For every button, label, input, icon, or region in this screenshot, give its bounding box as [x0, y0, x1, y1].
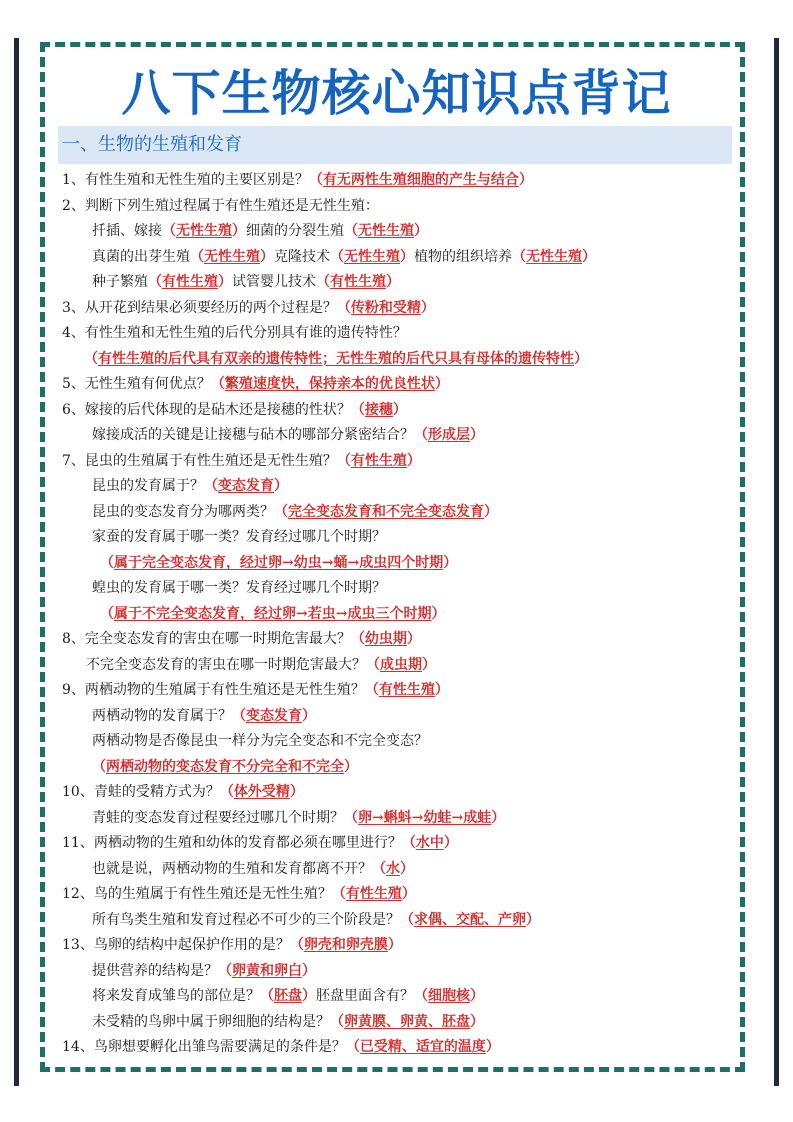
question-text: 9、两栖动物的生殖属于有性生殖还是无性生殖？ — [62, 682, 365, 698]
answer-text: 胚盘 — [274, 988, 302, 1004]
question-text: 真菌的出芽生殖 — [92, 248, 190, 265]
question-text: 将来发育成雏鸟的部位是？ — [92, 988, 260, 1004]
answer-text: 已受精、适宜的温度 — [359, 1039, 486, 1055]
qa-line — [62, 780, 752, 806]
answer: （完全变态发育和不完全变态发育） — [274, 503, 498, 520]
qa-line — [62, 831, 752, 857]
question-text: 植物的组织培养 — [414, 248, 512, 265]
qa-line — [62, 525, 752, 551]
question-text: 11、两栖动物的生殖和幼体的发育都必须在哪里进行？ — [62, 835, 402, 851]
question-text: 3、从开花到结果必须要经历的两个过程是？ — [62, 299, 337, 316]
question-text: 6、嫁接的后代体现的是砧木还是接穗的性状？ — [62, 401, 351, 418]
answer: （传粉和受精） — [336, 299, 435, 316]
answer: （形成层） — [414, 427, 484, 443]
qa-line — [62, 857, 752, 883]
question-text: 也就是说，两栖动物的生殖和发育都离不开？ — [92, 860, 372, 877]
question-text: 胚盘里面含有？ — [316, 988, 414, 1004]
section-heading: 一、生物的生殖和发育 — [58, 126, 732, 164]
question-text: 未受精的鸟卵中属于卵细胞的结构是？ — [92, 1013, 330, 1030]
question-text: 细菌的分裂生殖 — [246, 223, 344, 239]
answer-text: 有性生殖 — [162, 274, 218, 290]
answer: （成虫期） — [366, 656, 436, 673]
answer-text: 属于不完全变态发育，经过卵→若虫→成虫三个时期 — [114, 605, 432, 622]
qa-line — [62, 245, 752, 271]
answer-text: 求偶、交配、产卵 — [414, 911, 526, 928]
qa-line — [62, 806, 752, 832]
question-text: 5、无性生殖有何优点？ — [62, 376, 211, 392]
question-text: 10、青蛙的受精方式为？ — [62, 784, 220, 800]
question-text: 嫁接成活的关键是让接穗与砧木的哪部分紧密结合？ — [92, 427, 414, 443]
answer-text: 属于完全变态发育，经过卵→幼虫→蛹→成虫四个时期 — [114, 554, 444, 571]
answer-text: 有性生殖 — [378, 682, 435, 698]
qa-line — [62, 653, 752, 679]
page-title: 八下生物核心知识点背记 — [121, 65, 672, 122]
qa-line — [62, 1035, 752, 1061]
answer: （无性生殖） — [330, 248, 414, 265]
qa-line — [62, 882, 752, 908]
answer: （无性生殖） — [344, 223, 428, 239]
answer-text: 卵壳和卵壳膜 — [303, 937, 388, 953]
answer: （有性生殖） — [336, 452, 421, 469]
qa-line — [62, 627, 752, 653]
qa-line — [62, 576, 752, 602]
answer-text: 传粉和受精 — [350, 299, 421, 316]
answer-text: 卵黄膜、卵黄、胚盘 — [344, 1013, 470, 1030]
answer-text: 变态发育 — [246, 707, 302, 724]
answer: （卵壳和卵壳膜） — [289, 937, 402, 953]
answer: （无性生殖） — [162, 223, 246, 239]
qa-line — [62, 704, 752, 730]
answer: （无性生殖） — [512, 248, 596, 265]
qa-line — [62, 321, 752, 347]
answer-text: 无性生殖 — [344, 248, 400, 265]
left-edge-bar — [14, 38, 19, 1086]
answer-text: 有性生殖 — [345, 886, 402, 902]
question-text: 昆虫的变态发育分为哪两类？ — [92, 503, 274, 520]
answer: （属于完全变态发育，经过卵→幼虫→蛹→成虫四个时期） — [100, 554, 458, 571]
qa-line — [62, 908, 752, 934]
answer: （有性生殖） — [316, 274, 400, 290]
qa-list — [62, 168, 752, 1061]
answer-text: 水中 — [415, 835, 444, 851]
answer-text: 完全变态发育和不完全变态发育 — [288, 503, 484, 520]
qa-line — [62, 372, 752, 398]
answer-text: 有无两性生殖细胞的产生与结合 — [322, 172, 519, 188]
question-text: 所有鸟类生殖和发育过程必不可少的三个阶段是？ — [92, 911, 400, 928]
answer-text: 两栖动物的变态发育不分完全和不完全 — [106, 758, 344, 775]
answer: （有性生殖） — [364, 682, 449, 698]
question-text: 14、鸟卵想要孵化出雏鸟需要满足的条件是？ — [62, 1039, 346, 1055]
answer: （水） — [372, 860, 414, 877]
qa-line — [62, 551, 752, 577]
question-text: 提供营养的结构是？ — [92, 962, 218, 979]
question-text: 12、鸟的生殖属于有性生殖还是无性生殖？ — [62, 886, 332, 902]
qa-line — [62, 423, 752, 449]
answer: （体外受精） — [219, 784, 304, 800]
question-text: 13、鸟卵的结构中起保护作用的是？ — [62, 937, 290, 953]
qa-line — [62, 933, 752, 959]
answer: （无性生殖） — [190, 248, 274, 265]
answer-text: 无性生殖 — [176, 223, 232, 239]
answer: （有性生殖） — [148, 274, 232, 290]
question-text: 两栖动物的发育属于？ — [92, 707, 232, 724]
qa-line — [62, 602, 752, 628]
qa-line — [62, 219, 752, 245]
answer-text: 有性生殖 — [350, 452, 407, 469]
qa-line — [62, 270, 752, 296]
question-text: 家蚕的发育属于哪一类？发育经过哪几个时期？ — [92, 529, 386, 545]
answer-text: 水 — [386, 860, 400, 877]
answer-text: 无性生殖 — [358, 223, 414, 239]
answer-text: 卵黄和卵白 — [232, 962, 302, 979]
qa-line — [62, 678, 752, 704]
question-text: 不完全变态发育的害虫在哪一时期危害最大？ — [86, 656, 366, 673]
qa-line — [62, 959, 752, 985]
answer: （有无两性生殖细胞的产生与结合） — [308, 172, 533, 188]
question-text: 昆虫的发育属于？ — [92, 478, 204, 494]
qa-line — [62, 398, 752, 424]
answer: （卵黄膜、卵黄、胚盘） — [330, 1013, 484, 1030]
question-text: 试管婴儿技术 — [232, 274, 316, 290]
qa-line — [62, 984, 752, 1010]
qa-line — [62, 347, 752, 373]
answer: （两栖动物的变态发育不分完全和不完全） — [92, 758, 358, 775]
answer: （接穗） — [350, 401, 407, 418]
question-text: 4、有性生殖和无性生殖的后代分别具有谁的遗传特性？ — [62, 325, 407, 341]
answer: （求偶、交配、产卵） — [400, 911, 540, 928]
answer-text: 体外受精 — [233, 784, 290, 800]
answer-text: 幼虫期 — [364, 631, 407, 647]
question-text: 7、昆虫的生殖属于有性生殖还是无性生殖？ — [62, 452, 337, 469]
qa-line — [62, 500, 752, 526]
qa-line — [62, 194, 752, 220]
qa-line — [62, 755, 752, 781]
answer-text: 细胞核 — [428, 988, 470, 1004]
answer: （变态发育） — [232, 707, 316, 724]
answer: （有性生殖的后代具有双亲的遗传特性；无性生殖的后代只具有母体的遗传特性） — [84, 350, 588, 367]
answer-text: 有性生殖 — [330, 274, 386, 290]
qa-line — [62, 449, 752, 475]
answer-text: 变态发育 — [218, 478, 274, 494]
answer-text: 形成层 — [428, 427, 470, 443]
qa-line — [62, 168, 752, 194]
question-text: 克隆技术 — [274, 248, 330, 265]
answer: （已受精、适宜的温度） — [345, 1039, 500, 1055]
qa-line — [62, 729, 752, 755]
question-text: 蝗虫的发育属于哪一类？发育经过哪几个时期？ — [92, 580, 386, 596]
answer: （细胞核） — [414, 988, 484, 1004]
answer: （变态发育） — [204, 478, 288, 494]
answer-text: 成虫期 — [380, 656, 422, 673]
question-text: 种子繁殖 — [92, 274, 148, 290]
answer: （卵黄和卵白） — [218, 962, 316, 979]
question-text: 8、完全变态发育的害虫在哪一时期危害最大？ — [62, 631, 351, 647]
qa-line — [62, 296, 752, 322]
right-edge-bar — [774, 38, 779, 1086]
answer-text: 接穗 — [364, 401, 393, 418]
question-text: 1、有性生殖和无性生殖的主要区别是？ — [62, 172, 309, 188]
answer: （水中） — [401, 835, 458, 851]
qa-line — [62, 1010, 752, 1036]
qa-line — [62, 474, 752, 500]
answer-text: 卵→蝌蚪→幼蛙→成蛙 — [358, 809, 492, 826]
answer: （卵→蝌蚪→幼蛙→成蛙） — [344, 809, 506, 826]
answer-text: 无性生殖 — [526, 248, 582, 265]
answer: （胚盘） — [260, 988, 316, 1004]
question-text: 扦插、嫁接 — [92, 223, 162, 239]
answer-text: 有性生殖的后代具有双亲的遗传特性；无性生殖的后代只具有母体的遗传特性 — [98, 350, 574, 367]
question-text: 两栖动物是否像昆虫一样分为完全变态和不完全变态？ — [92, 733, 428, 749]
answer: （繁殖速度快，保持亲本的优良性状） — [210, 376, 449, 392]
answer-text: 无性生殖 — [204, 248, 260, 265]
answer-text: 繁殖速度快，保持亲本的优良性状 — [224, 376, 435, 392]
answer: （属于不完全变态发育，经过卵→若虫→成虫三个时期） — [100, 605, 446, 622]
answer: （有性生殖） — [331, 886, 416, 902]
question-text: 2、判断下列生殖过程属于有性生殖还是无性生殖： — [62, 197, 379, 214]
question-text: 青蛙的变态发育过程要经过哪几个时期？ — [92, 809, 344, 826]
answer: （幼虫期） — [350, 631, 421, 647]
